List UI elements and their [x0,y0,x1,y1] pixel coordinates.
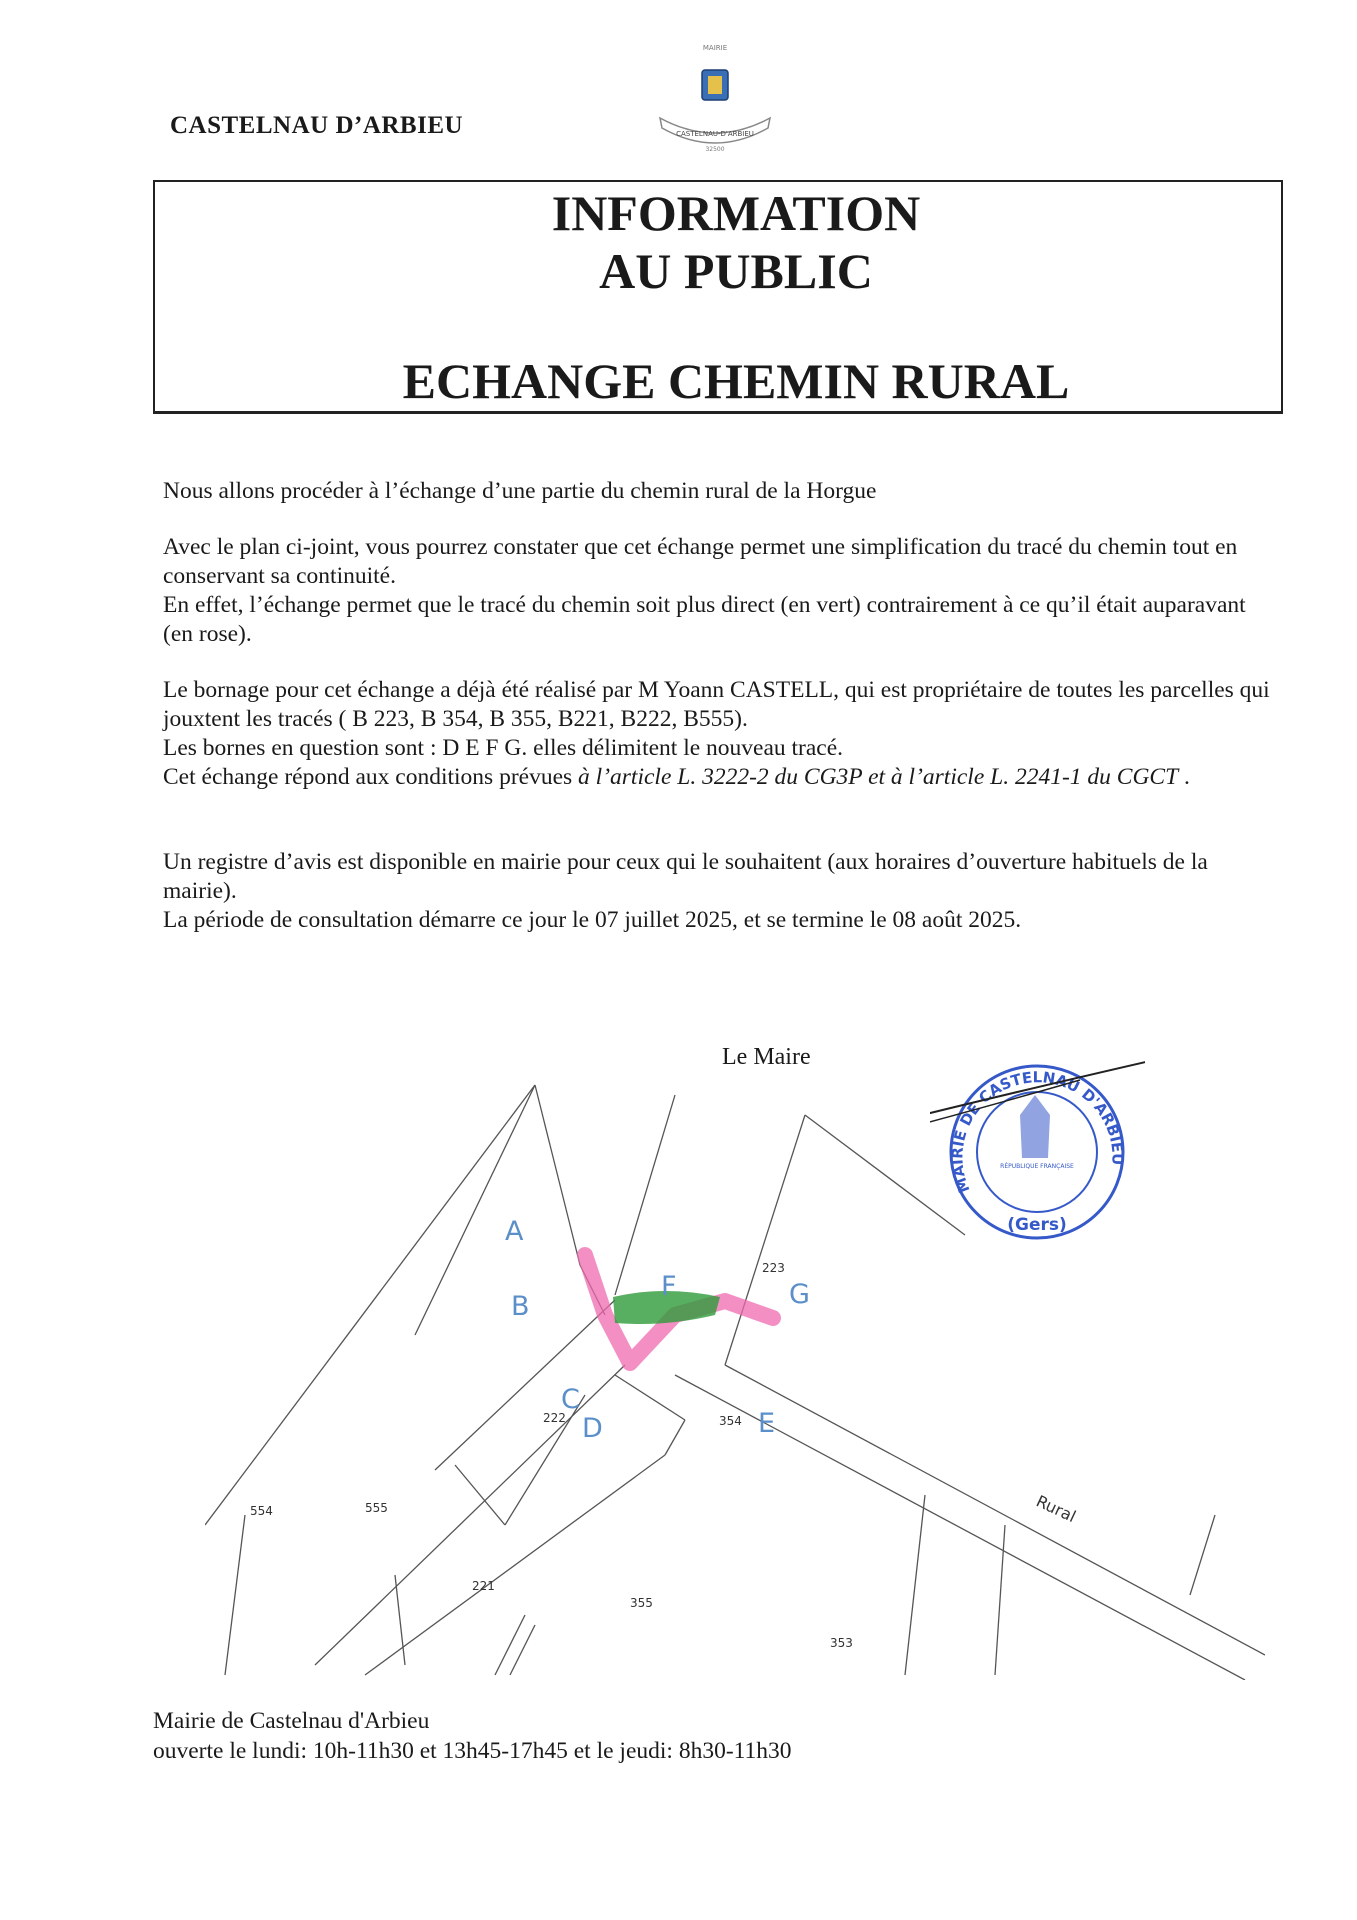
mairie-stamp [930,1040,1145,1255]
road-label: Rural [1033,1491,1079,1527]
commune-name: CASTELNAU D’ARBIEU [170,112,464,139]
logo-postcode: 32500 [705,146,725,153]
footer-hours: ouverte le lundi: 10h-11h30 et 13h45-17h45 et le jeudi: 8h30-11h30 [153,1738,792,1764]
legal-articles: à l’article L. 3222-2 du CG3P et à l’article L. 2241-1 du CGCT [578,764,1179,790]
paragraph-bornes: Les bornes en question sont : D E F G. elles délimitent le nouveau tracé. [163,735,844,761]
legal-prefix: Cet échange répond aux conditions prévues [163,764,579,790]
title-box [153,180,1283,414]
paragraph-plan: Avec le plan ci-joint, vous pourrez constater que cet échange permet une simplification du tracé du chemin tout en conservant sa continuité. [163,534,1238,589]
logo-ribbon-text: CASTELNAU-D'ARBIEU [676,130,754,138]
marker-d: D [582,1413,603,1444]
parcel-355: 355 [630,1596,653,1610]
signer-label: Le Maire [722,1044,811,1070]
paragraph-intro: Nous allons procéder à l’échange d’une partie du chemin rural de la Horgue [163,478,877,504]
parcel-222: 222 [543,1411,566,1425]
stamp-ring-text: MAIRIE DE CASTELNAU D'ARBIEU [948,1068,1127,1196]
marker-c: C [561,1384,580,1415]
title-line-3: ECHANGE CHEMIN RURAL [402,353,1070,409]
paragraph-periode: La période de consultation démarre ce jour le 07 juillet 2025, et se termine le 08 août 2025. [163,907,1022,933]
parcel-555: 555 [365,1501,388,1515]
legal-suffix: . [1178,764,1190,790]
marker-f: F [661,1271,677,1302]
parcel-221: 221 [472,1579,495,1593]
title-line-1: INFORMATION [551,185,921,241]
marker-g: G [789,1279,810,1310]
paragraph-legal [163,763,1273,792]
parcel-353: 353 [830,1636,853,1650]
marker-b: B [511,1291,530,1322]
stamp-bottom-text: (Gers) [1007,1215,1067,1235]
mairie-logo [640,18,790,158]
paragraph-bornage: Le bornage pour cet échange a déjà été réalisé par M Yoann CASTELL, qui est propriétaire de toutes les parcelles qui jouxtent les tracés ( B 223, B 354, B 355, B221, B222, B555). [163,677,1270,732]
paragraph-registre: Un registre d’avis est disponible en mairie pour ceux qui le souhaitent (aux horaires d’ouverture habituels de la mairie). [163,849,1208,904]
parcel-554: 554 [250,1504,273,1518]
paragraph-route: En effet, l’échange permet que le tracé du chemin soit plus direct (en vert) contrairement à ce qu’il était auparavant (en rose). [163,592,1246,647]
parcel-354: 354 [719,1414,742,1428]
marker-e: E [758,1408,776,1439]
stamp-small-text: RÉPUBLIQUE FRANÇAISE [1000,1163,1074,1170]
footer-mairie: Mairie de Castelnau d'Arbieu [153,1708,430,1734]
footer [153,1706,792,1766]
marker-a: A [505,1216,524,1247]
parcel-223: 223 [762,1261,785,1275]
title-line-2: AU PUBLIC [599,243,873,299]
notice-body [163,477,1273,935]
logo-top-text: MAIRIE [702,44,728,52]
